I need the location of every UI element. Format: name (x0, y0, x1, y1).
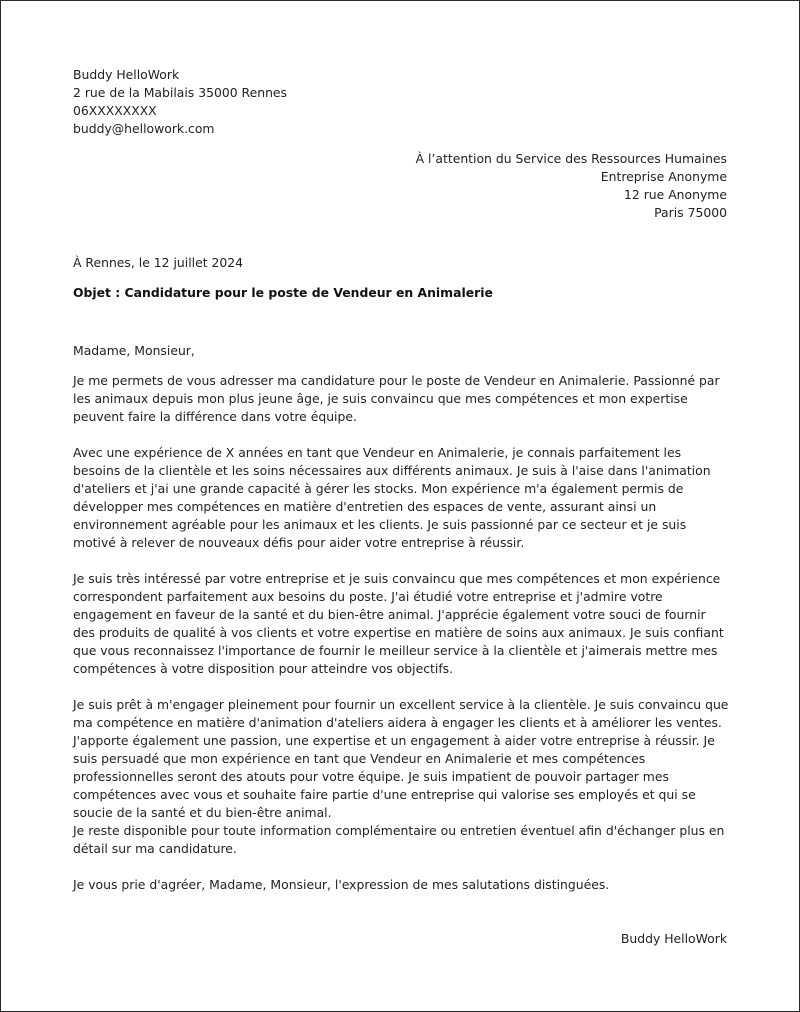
letter-subject: Objet : Candidature pour le poste de Vendeur en Animalerie (73, 285, 493, 300)
paragraph-introduction: Je me permets de vous adresser ma candidature pour le poste de Vendeur en Animalerie. Passionné par les animaux depuis mon plus jeune âge, je suis convaincu que mes compétences et mon expertise peuvent faire la différence dans votre équipe. (73, 373, 720, 424)
paragraph-availability: Je reste disponible pour toute information complémentaire ou entretien éventuel afin d'échanger plus en détail sur ma candidature. (73, 823, 725, 856)
letter-greeting: Madame, Monsieur, (73, 343, 195, 358)
sender-block (73, 66, 473, 138)
sender-phone: 06XXXXXXXX (73, 103, 157, 118)
paragraph-commitment: Je suis prêt à m'engager pleinement pour fournir un excellent service à la clientèle. Je suis convaincu que ma compétence en matière d'animation d'ateliers aidera à engager les clients et à améliorer les ventes. J'apporte également une passion, une expertise et un engagement à aider votre entreprise à réussir. Je suis persuadé que mon expérience en tant que Vendeur en Animalerie et mes compétences professionnelles seront des atouts pour votre équipe. Je suis impatient de pouvoir partager mes compétences avec vous et souhaite faire partie d'une entreprise qui valorise ses employés et qui se soucie de la santé et du bien-être animal. (73, 697, 729, 820)
sender-email: buddy@hellowork.com (73, 121, 215, 136)
recipient-city: Paris 75000 (654, 205, 727, 220)
letter-date: À Rennes, le 12 juillet 2024 (73, 255, 244, 270)
paragraph-experience: Avec une expérience de X années en tant que Vendeur en Animalerie, je connais parfaitement les besoins de la clientèle et les soins nécessaires aux différents animaux. Je suis à l'aise dans l'animation d'ateliers et j'ai une grande capacité à gérer les stocks. Mon expérience m'a également permis de développer mes compétences en matière d'entretien des espaces de vente, assurant ainsi un environnement agréable pour les animaux et les clients. Je suis passionné par ce secteur et je suis motivé à relever de nouveaux défis pour aider votre entreprise à réussir. (73, 445, 711, 550)
recipient-street: 12 rue Anonyme (623, 187, 727, 202)
sender-address: 2 rue de la Mabilais 35000 Rennes (73, 85, 288, 100)
paragraph-company-interest: Je suis très intéressé par votre entreprise et je suis convaincu que mes compétences et mon expérience correspondent parfaitement aux besoins du poste. J'ai étudié votre entreprise et j'admire votre engagement en faveur de la santé et du bien-être animal. J'apprécie également votre souci de fournir des produits de qualité à vos clients et votre expertise en matière de soins aux animaux. Je suis confiant que vous reconnaissez l'importance de fournir le meilleur service à la clientèle et j'aimerais mettre mes compétences à votre disposition pour atteindre vos objectifs. (73, 571, 724, 676)
sender-name: Buddy HelloWork (73, 67, 180, 82)
recipient-attention: À l’attention du Service des Ressources Humaines (415, 151, 727, 166)
recipient-company: Entreprise Anonyme (600, 169, 727, 184)
paragraph-closing: Je vous prie d'agréer, Madame, Monsieur, l'expression de mes salutations distinguées. (73, 877, 610, 892)
letter-signature: Buddy HelloWork (620, 931, 727, 946)
recipient-block (307, 150, 727, 222)
